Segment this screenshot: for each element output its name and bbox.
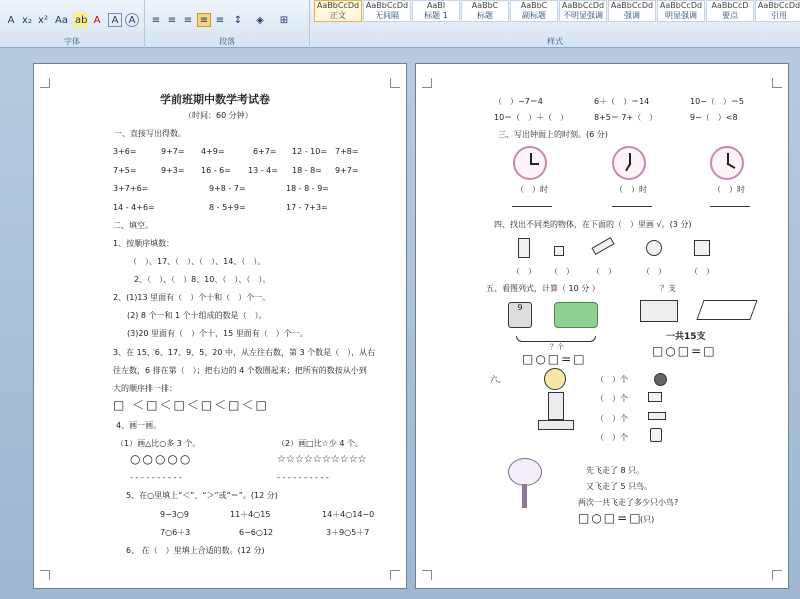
- margin-mark: [772, 78, 782, 88]
- arith-item: 18 - 8 - 9=: [286, 184, 330, 193]
- style-name: 标题: [477, 11, 493, 20]
- section-4-heading: 四、找出不同类的物体，在下面的（ ）里画 √。(3 分): [494, 220, 692, 229]
- fill-item: （ ）−7＝4: [494, 97, 543, 106]
- style-name: 明显强调: [665, 11, 697, 20]
- arith-item: 12 - 10=: [292, 147, 328, 156]
- count-label: （ ）个: [596, 394, 628, 403]
- bold-button[interactable]: A: [7, 15, 15, 26]
- align-right-icon[interactable]: ≡: [183, 15, 193, 26]
- pens-question: ？支: [660, 284, 676, 293]
- styles-group-label: 样式: [547, 37, 563, 46]
- cube-icon: [694, 240, 710, 256]
- answer-line: [612, 206, 652, 207]
- arith-item: 9+7=: [335, 166, 359, 175]
- style-sample: AaBbCcDd: [659, 1, 703, 10]
- bird-text-2: 又飞走了 5 只鸟。: [586, 482, 653, 491]
- question-4a: （1）画△比○多 3 个。: [116, 439, 201, 448]
- style-gallery-item[interactable]: [559, 0, 607, 22]
- style-sample: AaBbCcD: [711, 1, 749, 10]
- bird-equation: □○□=□: [578, 511, 643, 525]
- draw-line: - - - - - - - - - -: [277, 473, 329, 482]
- clock-answer: （ ）时: [713, 185, 745, 194]
- arith-item: 7+8=: [335, 147, 359, 156]
- stars-row: ☆☆☆☆☆☆☆☆☆☆: [277, 454, 367, 465]
- robot-body-icon: [548, 392, 564, 420]
- compare-item: 6−6○12: [239, 528, 274, 537]
- style-sample: AaBbCcDd: [365, 1, 409, 10]
- pencil-box-icon: [640, 300, 678, 322]
- compare-item: 3＋9○5＋7: [326, 528, 370, 537]
- sphere-icon: [646, 240, 662, 256]
- section-3-heading: 三、写出钟面上的时刻。(6 分): [498, 130, 608, 139]
- robot-base-icon: [538, 420, 574, 430]
- style-gallery-item[interactable]: [706, 0, 754, 22]
- count-label: （ ）个: [596, 375, 628, 384]
- margin-mark: [390, 78, 400, 88]
- style-gallery-item[interactable]: [461, 0, 509, 22]
- clock-answer: （ ）时: [516, 185, 548, 194]
- change-case-button[interactable]: Aa: [55, 15, 68, 26]
- style-sample: AaBbCcDd: [316, 1, 360, 10]
- clock-answer: （ ）时: [615, 185, 647, 194]
- question-4b: （2）画□比☆少 4 个。: [277, 439, 363, 448]
- question-2b: (2) 8 个一和 1 个十组成的数是（ ）。: [127, 311, 267, 320]
- arith-item: 9+8 - 7=: [209, 184, 246, 193]
- tree-icon: [508, 458, 542, 486]
- order-boxes: □ ＜□＜□＜□＜□＜□: [113, 398, 269, 412]
- margin-mark: [390, 570, 400, 580]
- page-1[interactable]: [33, 63, 407, 589]
- arith-item: 9+3=: [161, 166, 185, 175]
- style-sample: AaBbCcDd: [561, 1, 605, 10]
- question-3b: 往左数，6 排在第（ ）；把右边的 4 个数圈起来；把所有的数按从小到: [113, 366, 367, 375]
- style-name: 要点: [722, 11, 738, 20]
- arith-item: 3+7+6=: [113, 184, 149, 193]
- fill-item: 6＋（ ）＝14: [594, 97, 650, 106]
- arith-item: 14 - 4+6=: [113, 203, 155, 212]
- page-2[interactable]: [415, 63, 789, 589]
- compare-item: 9−3○9: [160, 510, 189, 519]
- question-1b: 2、（ ）、（ ）8、10、（ ）、（ ）。: [134, 275, 271, 284]
- bird-unit: (只): [640, 515, 655, 524]
- tree-trunk-icon: [522, 484, 527, 508]
- clock-icon: [612, 146, 646, 180]
- font-group-label: 字体: [64, 37, 80, 46]
- question-1a: （ ）、17、（ ）、（ ）、14、（ ）。: [129, 257, 266, 266]
- line-spacing-icon[interactable]: ↕: [233, 15, 243, 26]
- cube-icon: [648, 392, 662, 402]
- cup-icon: 9: [508, 302, 532, 328]
- answer-line: [512, 206, 552, 207]
- exam-time: （时间：60 分钟）: [184, 111, 253, 120]
- compare-item: 7○6＋3: [160, 528, 191, 537]
- subscript-button[interactable]: x₂: [22, 15, 32, 26]
- pens-total: 一共15支: [666, 332, 706, 342]
- question-2: 2、(1)13 里面有（ ）个十和（ ）个一。: [113, 293, 271, 302]
- cube-icon: [554, 246, 564, 256]
- question-6: 6、 在（ ）里填上合适的数。(12 分): [126, 546, 265, 555]
- style-name: 不明显强调: [563, 11, 603, 20]
- question-3c: 大的顺序排一排：: [113, 384, 177, 393]
- char-border-button[interactable]: A: [108, 13, 122, 27]
- borders-icon[interactable]: ⊞: [279, 15, 289, 26]
- style-name: 引用: [771, 11, 787, 20]
- choice-paren: （ ）: [550, 267, 574, 276]
- arith-item: 17 - 7+3=: [286, 203, 328, 212]
- fill-item: 10＝（ ）＋（ ）: [494, 113, 569, 122]
- cuboid-icon: [518, 238, 530, 258]
- justify-icon[interactable]: ≡: [197, 13, 211, 27]
- count-label: （ ）个: [596, 414, 628, 423]
- clock-icon: [513, 146, 547, 180]
- arith-item: 18 - 8=: [292, 166, 322, 175]
- style-name: 正文: [330, 11, 346, 20]
- question-2c: (3)20 里面有（ ）个十，15 里面有（ ）个一。: [127, 329, 308, 338]
- style-gallery-item[interactable]: [657, 0, 705, 22]
- style-name: 标题 1: [424, 11, 448, 20]
- question-5: 5、在○里填上“＜”、“＞”或“＝”。(12 分): [126, 491, 278, 500]
- style-gallery-item[interactable]: [510, 0, 558, 22]
- choice-paren: （ ）: [642, 267, 666, 276]
- superscript-button[interactable]: x²: [38, 15, 48, 26]
- style-sample: AaBbC: [520, 1, 548, 10]
- distribute-icon[interactable]: ≡: [215, 15, 225, 26]
- exam-title: 学前班期中数学考试卷: [160, 93, 270, 106]
- style-name: 强调: [624, 11, 640, 20]
- arith-item: 8 - 5+9=: [209, 203, 246, 212]
- question-mark-label: ？个: [550, 343, 564, 351]
- margin-mark: [422, 570, 432, 580]
- section-5-heading: 五、看图列式，计算（ 10 分 ）: [486, 284, 600, 293]
- cylinder-icon: [650, 428, 662, 442]
- compare-item: 14＋4○14−0: [322, 510, 375, 519]
- section-2-heading: 二、填空。: [113, 221, 153, 230]
- arith-item: 9+7=: [161, 147, 185, 156]
- fill-item: 9−（ ）<8: [690, 113, 738, 122]
- count-label: （ ）个: [596, 433, 628, 442]
- question-4: 4、画一画。: [116, 421, 162, 430]
- margin-mark: [772, 570, 782, 580]
- styles-group: [310, 0, 800, 48]
- pencils-icon: [696, 300, 757, 320]
- robot-head-icon: [544, 368, 566, 390]
- draw-line: - - - - - - - - - -: [130, 473, 182, 482]
- shading-icon[interactable]: ◈: [256, 15, 264, 26]
- style-sample: AaBbCcDd: [610, 1, 654, 10]
- bird-question: 两次一共飞走了多少只小鸟?: [578, 498, 679, 507]
- compare-item: 11＋4○15: [230, 510, 271, 519]
- equation-a: □○□=□: [522, 352, 587, 366]
- style-sample: AaBbCcDd: [757, 1, 800, 10]
- style-name: 副标题: [522, 11, 546, 20]
- style-sample: AaBl: [426, 1, 446, 10]
- question-3a: 3、在 15、6、17、9、5、20 中，从左往右数，第 3 个数是（ ），从右: [113, 348, 376, 357]
- equation-b: □○□=□: [652, 344, 717, 358]
- clock-icon: [710, 146, 744, 180]
- answer-line: [710, 206, 750, 207]
- arith-item: 4+9=: [201, 147, 225, 156]
- apples-icon: [554, 302, 598, 328]
- style-gallery-item[interactable]: [314, 0, 362, 22]
- align-left-icon[interactable]: ≡: [151, 15, 161, 26]
- paragraph-group: [145, 0, 310, 48]
- arith-item: 6+7=: [253, 147, 277, 156]
- question-1: 1、按顺序填数：: [113, 239, 175, 248]
- style-name: 无间隔: [375, 11, 399, 20]
- margin-mark: [40, 78, 50, 88]
- style-gallery-item[interactable]: [755, 0, 800, 22]
- arith-item: 13 - 4=: [248, 166, 278, 175]
- fill-item: 8+5＝ 7+（ ）: [594, 113, 658, 122]
- sphere-icon: [654, 373, 667, 386]
- highlight-button[interactable]: ab: [75, 15, 88, 26]
- arith-item: 16 - 6=: [201, 166, 231, 175]
- enclose-char-button[interactable]: A: [125, 13, 139, 27]
- bird-text-1: 先飞走了 8 只。: [586, 466, 645, 475]
- font-color-button[interactable]: A: [93, 15, 101, 26]
- margin-mark: [40, 570, 50, 580]
- fill-item: 10−（ ）＝5: [690, 97, 744, 106]
- ribbon: [0, 0, 800, 48]
- choice-paren: （ ）: [512, 267, 536, 276]
- cuboid-icon: [648, 412, 666, 420]
- font-group: [0, 0, 145, 48]
- style-gallery-item[interactable]: [608, 0, 656, 22]
- style-gallery-item[interactable]: [412, 0, 460, 22]
- bar-icon: [591, 237, 614, 255]
- arith-item: 3+6=: [113, 147, 137, 156]
- choice-paren: （ ）: [690, 267, 714, 276]
- section-6-heading: 六、: [490, 375, 506, 384]
- paragraph-group-label: 段落: [219, 37, 235, 46]
- margin-mark: [422, 78, 432, 88]
- circles-row: ○○○○○: [130, 452, 193, 466]
- align-center-icon[interactable]: ≡: [167, 15, 177, 26]
- style-sample: AaBbC: [471, 1, 499, 10]
- section-1-heading: 一、直接写出得数。: [114, 129, 186, 138]
- style-gallery-item[interactable]: [363, 0, 411, 22]
- choice-paren: （ ）: [592, 267, 616, 276]
- arith-item: 7+5=: [113, 166, 137, 175]
